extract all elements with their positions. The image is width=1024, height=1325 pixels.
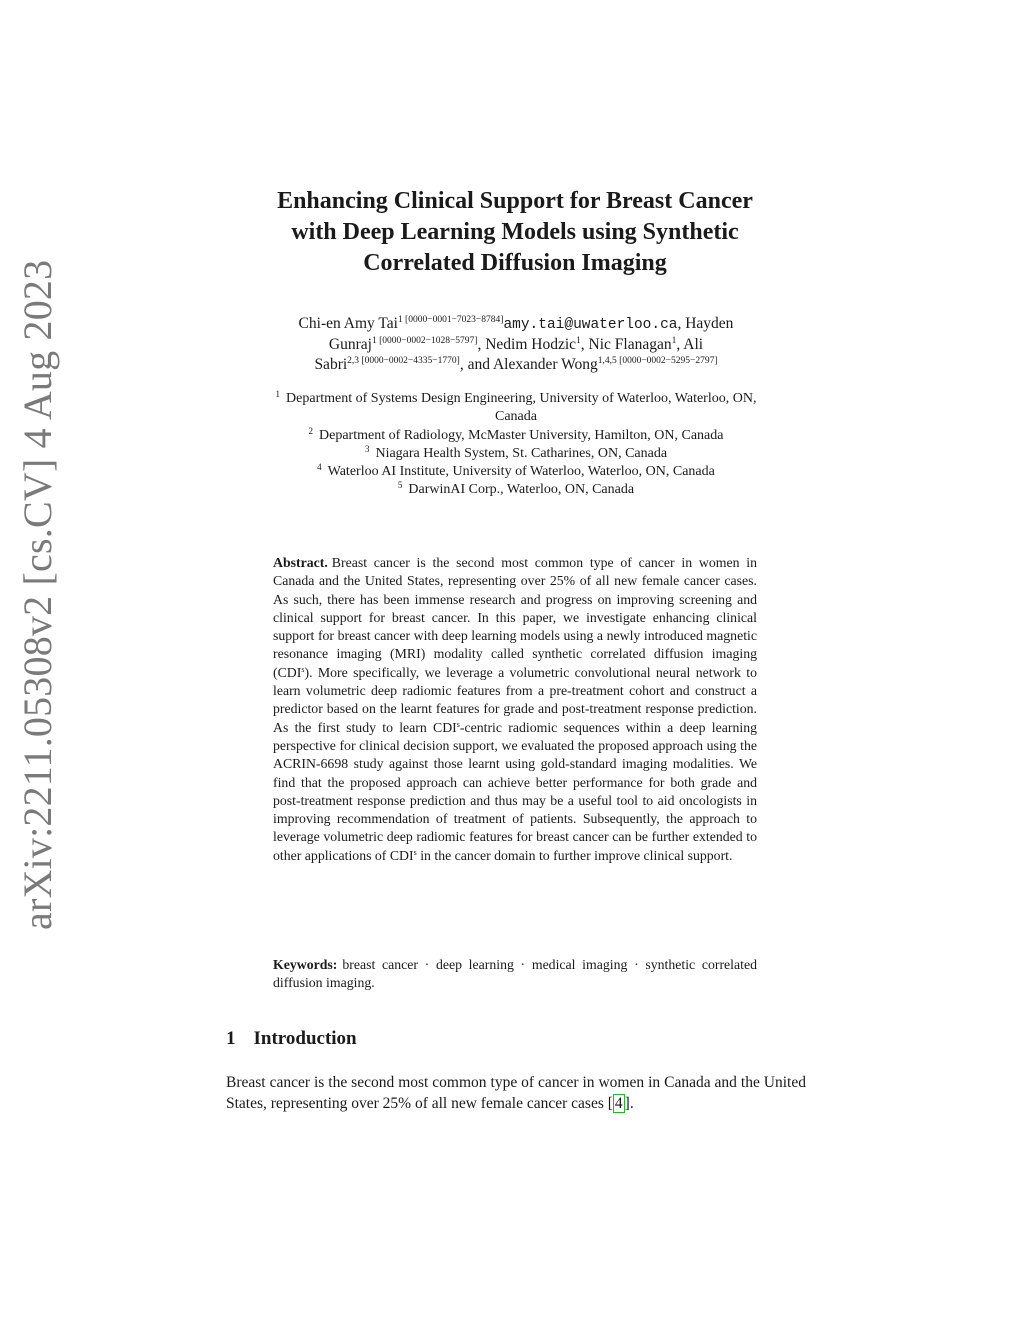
- affiliation-text: Department of Radiology, McMaster University, Hamilton, ON, Canada: [319, 427, 724, 443]
- affiliation-number: 3: [364, 443, 370, 454]
- author-list: [228, 314, 804, 375]
- author-name: Alexander Wong: [492, 356, 598, 373]
- author-line: [228, 355, 804, 375]
- author-line: Gunraj$^{1 [0000-0002-1028-5797]}$, Nedim Hodzic$^1$, Nic Flanagan$^1$, Ali: [328, 336, 704, 353]
- abstract: [273, 554, 757, 865]
- keywords: [273, 956, 757, 993]
- abstract-text: Breast cancer is the second most common type of cancer in women in Canada and the United States, representing over 25% of all new female cancer cases. As such, there has been immense research and progress on improving screening and clinical support for breast cancer. In this paper, we investigate enhancing clinical support for breast cancer with deep learning models using a newly introduced magnetic resonance imaging (MRI) modality called synthetic correlated diffusion imaging (CDI: [273, 555, 757, 680]
- intro-text-end: .: [629, 1094, 634, 1112]
- affiliation-item: [220, 445, 812, 463]
- author-name: Chi-en Amy Tai: [298, 315, 398, 332]
- affiliation-text: Department of Systems Design Engineering, University of Waterloo, Waterloo, ON,: [286, 391, 757, 406]
- citation-link[interactable]: 4: [614, 1094, 623, 1112]
- affiliation-number: 1: [275, 389, 281, 399]
- affiliation-number: 2: [308, 425, 313, 436]
- title-line: with Deep Learning Models using Synthetic: [291, 219, 739, 245]
- affiliation-text: Waterloo AI Institute, University of Waterloo, Waterloo, ON, Canada: [327, 464, 715, 480]
- section-title: Introduction: [253, 1028, 357, 1049]
- affiliation-text: Canada: [495, 409, 537, 425]
- author-name: Nic Flanagan: [588, 336, 672, 353]
- keywords-text: breast cancer · deep learning · medical imaging · synthetic correlated diffusion imaging.: [273, 957, 757, 991]
- paper-title: [200, 186, 830, 279]
- author-superscript: 1,4,5 [0000−0002−5295−2797]: [597, 356, 718, 366]
- abstract-text: ). More specifically, we leverage a volumetric convolutional neural network to learn volumetric deep radiomic features from a pre-treatment cohort and construct a predictor based on the learnt features for grade and post-treatment response prediction. As the first study to learn CDI: [273, 664, 757, 735]
- section-heading: [226, 1028, 357, 1050]
- section-number: 1: [226, 1028, 236, 1049]
- abstract-text: in the cancer domain to further improve clinical support.: [416, 847, 733, 863]
- author-superscript: 1 [0000−0002−1028−5797]: [371, 336, 478, 346]
- author-name: Hayden: [685, 315, 734, 332]
- abstract-text: -centric radiomic sequences within a deep learning perspective for clinical decision support, we evaluated the proposed approach using the ACRIN-6698 study against those learnt using gold-standard imaging modalities. We find that the proposed approach can achieve better performance for both grade and post-treatment response prediction and thus may be a useful tool to aid oncologists in improving recommendation of treatment of patients. Subsequently, the approach to leverage volumetric deep radiomic features for breast cancer can be further extended to other applications of CDI: [273, 719, 757, 863]
- abstract-superscript: s: [456, 719, 460, 729]
- author-line: Chi-en Amy Tai$^{1 [0000-0001-7023-8784]}$amy.tai@uwaterloo.ca, Hayden: [298, 315, 734, 333]
- affiliation-item: [220, 408, 812, 426]
- affiliation-item: [220, 390, 812, 408]
- affiliation-number: 5: [397, 480, 403, 491]
- affiliation-item: [220, 463, 812, 481]
- author-email[interactable]: amy.tai@uwaterloo.ca: [503, 317, 678, 333]
- affiliation-item: [220, 427, 812, 445]
- author-superscript: 1: [671, 336, 677, 346]
- author-superscript: 2,3 [0000−0002−4335−1770]: [347, 356, 460, 366]
- intro-text: Breast cancer is the second most common type of cancer in women in Canada and the United States, representing over 25% of all new female cancer cases: [226, 1074, 806, 1112]
- affiliation-item: [220, 481, 812, 499]
- abstract-label: Abstract.: [273, 555, 328, 570]
- affiliation-text: Niagara Health System, St. Catharines, ON, Canada: [375, 445, 668, 461]
- author-name: Nedim Hodzic: [485, 336, 577, 353]
- arxiv-identifier: arXiv:2211.05308v2 [cs.CV] 4 Aug 2023: [15, 259, 60, 930]
- affiliation-text: DarwinAI Corp., Waterloo, ON, Canada: [408, 482, 635, 498]
- affiliation-number: 4: [317, 462, 322, 473]
- author-superscript: 1 [0000−0001−7023−8784]: [397, 315, 504, 325]
- author-name: Gunraj: [328, 336, 372, 353]
- keywords-label: Keywords:: [273, 957, 338, 972]
- author-conjunction: , and: [459, 356, 490, 373]
- title-line: Correlated Diffusion Imaging: [363, 250, 667, 276]
- intro-paragraph: Breast cancer is the second most common type of cancer in women in Canada and the United States, representing over 25% of all new female cancer cases [ 4 ].: [226, 1074, 806, 1112]
- author-name: Sabri: [314, 356, 348, 373]
- abstract-superscript: s: [301, 664, 305, 674]
- title-line: Enhancing Clinical Support for Breast Cancer: [277, 188, 753, 214]
- affiliation-list: [220, 390, 812, 500]
- author-name: Ali: [683, 336, 704, 353]
- abstract-superscript: s: [413, 847, 417, 857]
- author-superscript: 1: [576, 336, 581, 346]
